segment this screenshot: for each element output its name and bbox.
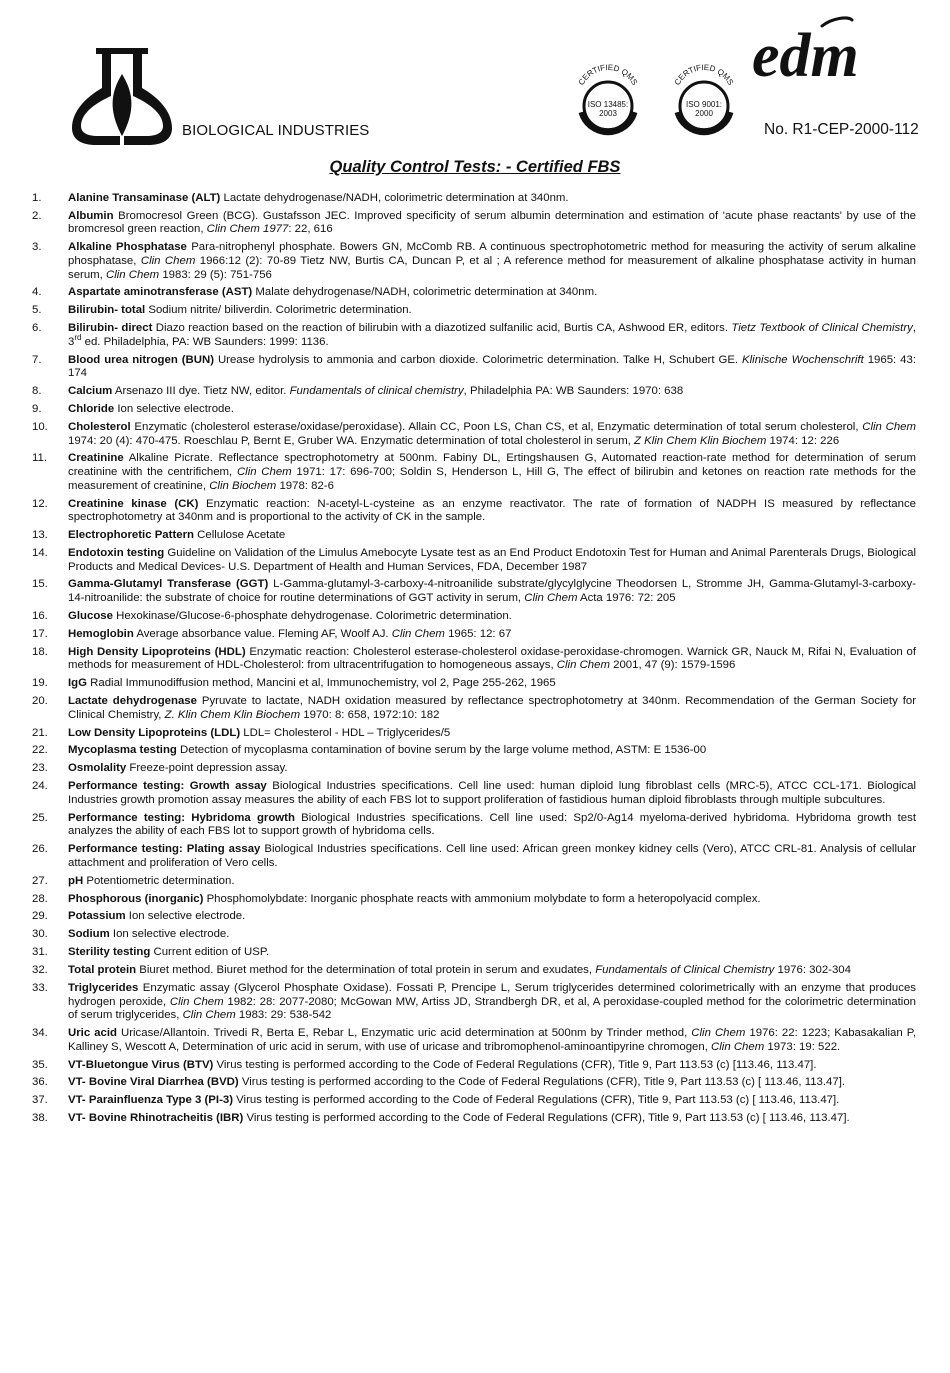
item-text: Ion selective electrode. — [109, 928, 230, 941]
citation-source: Fundamentals of clinical chemistry — [289, 385, 464, 398]
item-text: Biological Industries specifications. Cell line used: Sp2/0-Ag14 myeloma-derived hybridoma. Hybridoma growth test analyzes the ability of each FBS lot to support growth of hybridoma cells. — [68, 811, 916, 838]
test-name: Performance testing: Hybridoma growth — [68, 811, 295, 824]
test-name: Sodium — [68, 928, 110, 941]
item-number: 8. — [32, 385, 42, 398]
item-text: Uricase/Allantoin. Trivedi R, Berta E, Rebar L, Enzymatic uric acid determination at 500nm by Trinder method, — [116, 1027, 692, 1040]
citation-source: Clin Chem — [391, 627, 445, 640]
test-name: Albumin — [68, 209, 114, 222]
item-text: 1983: 29 (5): 751-756 — [159, 268, 272, 281]
item-text: , 3 — [68, 322, 916, 348]
list-item — [32, 964, 916, 978]
test-name: Triglycerides — [68, 982, 139, 994]
citation-source: Tietz Textbook of Clinical Chemistry — [731, 322, 913, 335]
list-item — [32, 762, 916, 776]
citation-source: Clin Chem — [711, 1040, 765, 1053]
item-text: Virus testing is performed according to the Code of Federal Regulations (CFR), Title 9, Part 113.53 (c) [ 113.46, 113.47]. — [233, 1094, 840, 1107]
test-name: Uric acid — [68, 1027, 117, 1040]
item-text: Para-nitrophenyl phosphate. Bowers GN, McComb RB. A continuous spectrophotometric method for measuring the activity of serum alkaline phosphatase, — [68, 241, 916, 267]
citation-source: Z Klin Chem Klin Biochem — [634, 434, 767, 447]
item-text: 1983: 29: 538-542 — [235, 1009, 332, 1022]
item-number: 21. — [32, 726, 48, 739]
test-name: IgG — [68, 677, 87, 690]
citation-source: Clin Chem — [140, 254, 196, 267]
item-number: 24. — [32, 780, 48, 793]
item-number: 19. — [32, 677, 48, 690]
item-number: 3. — [32, 241, 42, 254]
list-item — [32, 1094, 916, 1108]
test-name: Calcium — [68, 385, 113, 398]
test-name: High Density Lipoproteins (HDL) — [68, 645, 246, 658]
citation-source: Klinische Wochenschrift — [742, 353, 864, 366]
item-number: 23. — [32, 762, 48, 775]
test-name: Low Density Lipoproteins (LDL) — [68, 726, 241, 739]
item-text: 1974: 12: 226 — [766, 434, 840, 447]
list-item — [32, 677, 916, 691]
list-item — [32, 578, 916, 605]
item-text: Average absorbance value. Fleming AF, Woolf AJ. — [133, 627, 392, 640]
page-title: Quality Control Tests: - Certified FBS — [329, 158, 621, 176]
seal-year: 2003 — [599, 109, 617, 118]
list-item — [32, 928, 916, 942]
superscript: rd — [74, 333, 82, 343]
seal-standard: ISO 9001: — [685, 100, 723, 109]
test-name: Creatinine — [68, 452, 124, 465]
list-item — [32, 744, 916, 758]
item-text: 1974: 20 (4): 470-475. Roeschlau P, Bernt E, Gruber WA. Enzymatic determination of total cholesterol in serum, — [68, 434, 635, 447]
item-text: 1976: 22: 1223; Kabasakalian P, Kalliney S, Wescott A, Determination of uric acid in serum, with use of uricase and tribromophenol-aminoantipyrine chromogen, — [68, 1027, 917, 1053]
biological-industries-logo — [66, 44, 178, 148]
item-number: 2. — [32, 209, 42, 222]
list-item — [32, 875, 916, 889]
item-text: Potentiometric determination. — [83, 874, 235, 887]
item-number: 14. — [32, 546, 48, 559]
company-name: BIOLOGICAL INDUSTRIES — [182, 122, 370, 139]
test-name: Hemoglobin — [68, 627, 134, 640]
item-text: Cellulose Acetate — [193, 529, 286, 542]
citation-source: Clin Chem — [169, 995, 224, 1008]
item-text: 1982: 28: 2077-2080; McGowan MW, Artiss JD, Strandbergh DR, et al, A peroxidase-coupled method for the colorimetric determination of serum triglycerides, — [68, 995, 917, 1022]
list-item — [32, 286, 916, 300]
item-number: 26. — [32, 843, 48, 856]
item-text: : 22, 616 — [288, 223, 333, 236]
item-text: ed. Philadelphia, PA: WB Saunders: 1999: 1136. — [81, 335, 329, 348]
list-item — [32, 192, 916, 206]
item-text: Urease hydrolysis to ammonia and carbon dioxide. Colorimetric determination. Talke H, Schubert GE. — [214, 353, 743, 366]
citation-source: Clin Chem — [556, 659, 610, 672]
item-text: Enzymatic reaction: N-acetyl-L-cysteine as an enzyme reactivator. The rate of formation of NADPH IS measured by reflectance spectrophotometry at 340nm and is proportional to the activity of CK in the sample. — [68, 497, 916, 524]
item-text: Virus testing is performed according to the Code of Federal Regulations (CFR), Title 9, Part 113.53 (c) [ 113.46, 113.47]. — [243, 1112, 850, 1125]
item-text: Malate dehydrogenase/NADH, colorimetric determination at 340nm. — [252, 286, 598, 299]
test-name: VT-Bluetongue Virus (BTV) — [68, 1058, 214, 1071]
item-number: 10. — [32, 420, 48, 433]
list-item — [32, 421, 916, 448]
item-number: 12. — [32, 497, 48, 510]
item-number: 37. — [32, 1094, 48, 1107]
item-number: 35. — [32, 1058, 48, 1071]
quality-control-test-list — [32, 192, 916, 1130]
item-number: 22. — [32, 744, 48, 757]
citation-source: Fundamentals of Clinical Chemistry — [595, 964, 775, 977]
item-text: Biological Industries specifications. Cell line used: human diploid lung fibroblast cells (MRC-5), ATCC CCL-171. Biological Industries growth promotion assay measures the ability of each FBS lot to support proliferation of fastidious human diploid fibroblasts through multiple subcultures. — [68, 780, 916, 806]
list-item — [32, 210, 916, 237]
citation-source: Clin Chem — [524, 592, 578, 604]
item-number: 20. — [32, 695, 48, 708]
item-text: , Philadelphia PA: WB Saunders: 1970: 638 — [463, 385, 684, 398]
item-text: 1978: 82-6 — [276, 479, 334, 492]
list-item — [32, 354, 916, 381]
seal-year: 2000 — [695, 109, 713, 118]
list-item — [32, 982, 916, 1023]
test-name: Chloride — [68, 403, 115, 416]
item-number: 25. — [32, 811, 48, 824]
item-text: 2001, 47 (9): 1579-1596 — [609, 659, 736, 672]
item-text: L-Gamma-glutamyl-3-carboxy-4-nitroanilide substrate/glycylglycine Theodorsen L, Stromme JH, Gamma-Glutamyl-3-carboxy-14-nitroanilide: the substrate of choice for routine determinations of GGT activity in serum, — [68, 578, 916, 604]
iso-9001-certification-seal — [664, 62, 744, 142]
item-number: 32. — [32, 964, 48, 977]
item-text: Phosphomolybdate: Inorganic phosphate reacts with ammonium molybdate to form a heteropolyacid complex. — [203, 892, 761, 905]
list-item — [32, 628, 916, 642]
list-item — [32, 403, 916, 417]
item-text: Guideline on Validation of the Limulus Amebocyte Lysate test as an End Product Endotoxin Test for Human and Animal Parenterals Drugs, Biological Products and Medical Devices- U.S. Department of Health and Human Services, FDA, December 1987 — [68, 546, 916, 573]
list-item — [32, 1027, 916, 1054]
test-name: Electrophoretic Pattern — [68, 529, 194, 542]
list-item — [32, 304, 916, 318]
item-text: Arsenazo III dye. Tietz NW, editor. — [112, 385, 290, 398]
item-text: Freeze-point depression assay. — [126, 762, 288, 775]
edm-logo — [752, 14, 934, 94]
list-item — [32, 946, 916, 960]
item-number: 4. — [32, 286, 42, 299]
item-number: 11. — [32, 452, 47, 465]
item-number: 29. — [32, 910, 48, 923]
list-item — [32, 385, 916, 399]
test-name: Creatinine kinase (CK) — [68, 497, 199, 510]
item-text: LDL= Cholesterol - HDL – Triglycerides/5 — [240, 726, 451, 739]
item-text: Biuret method. Biuret method for the determination of total protein in serum and exudates, — [136, 964, 596, 977]
item-number: 1. — [32, 192, 42, 204]
item-text: Detection of mycoplasma contamination of bovine serum by the large volume method, ASTM: E 1536-00 — [176, 744, 707, 757]
list-item — [32, 843, 916, 870]
list-item — [32, 646, 916, 673]
item-number: 31. — [32, 946, 48, 959]
citation-source: Clin Chem — [105, 268, 160, 281]
list-item — [32, 1112, 916, 1126]
item-text: 1971: 17: 696-700; Soldin S, Henderson L, Hill G, The effect of bilirubin and ketones on reaction rate methods for the measurement of creatinine, — [68, 466, 916, 492]
test-name: Performance testing: Growth assay — [68, 780, 267, 793]
test-name: VT- Bovine Rhinotracheitis (IBR) — [68, 1112, 244, 1125]
item-number: 33. — [32, 982, 48, 994]
list-item — [32, 1076, 916, 1090]
item-number: 36. — [32, 1076, 48, 1089]
item-text: 1970: 8: 658, 1972:10: 182 — [300, 708, 440, 721]
item-text: 1973: 19: 522. — [764, 1040, 841, 1053]
item-text: Radial Immunodiffusion method, Mancini et al, Immunochemistry, vol 2, Page 255-262, 1965 — [86, 677, 556, 690]
item-number: 27. — [32, 874, 48, 887]
citation-source: Clin Chem — [236, 466, 292, 479]
list-item — [32, 241, 916, 282]
item-text: Virus testing is performed according to the Code of Federal Regulations (CFR), Title 9, Part 113.53 (c) [ 113.46, 113.47]. — [238, 1076, 846, 1089]
test-name: Potassium — [68, 910, 126, 923]
item-text: Biological Industries specifications. Cell line used: African green monkey kidney cells (Vero), ATCC CRL-81. Analysis of cellular attachment and proliferation of Vero cells. — [68, 843, 916, 869]
list-item — [32, 780, 916, 807]
citation-source: Clin Chem — [691, 1027, 746, 1040]
list-item — [32, 498, 916, 525]
item-text: Lactate dehydrogenase/NADH, colorimetric determination at 340nm. — [220, 192, 569, 204]
test-name: Lactate dehydrogenase — [68, 695, 197, 708]
item-text: 1965: 12: 67 — [444, 627, 512, 640]
list-item — [32, 812, 916, 839]
item-number: 7. — [32, 353, 42, 366]
item-text: Pyruvate to lactate, NADH oxidation measured by reflectance spectrophotometry at 340nm. Recommendation of the German Society for Clinical Chemistry, — [68, 695, 916, 721]
item-text: 1965: 43: 174 — [68, 353, 916, 380]
item-number: 30. — [32, 928, 48, 941]
test-name: VT- Bovine Viral Diarrhea (BVD) — [68, 1076, 239, 1089]
test-name: Aspartate aminotransferase (AST) — [68, 286, 253, 299]
list-item — [32, 727, 916, 741]
list-item — [32, 910, 916, 924]
item-text: Ion selective electrode. — [114, 403, 234, 416]
test-name: Total protein — [68, 964, 137, 977]
test-name: Phosphorous (inorganic) — [68, 892, 204, 905]
test-name: Alkaline Phosphatase — [68, 241, 187, 254]
item-text: Enzymatic reaction: Cholesterol esterase-cholesterol oxidase-peroxidase-chromogen. Warnick GR, Nauck M, Rifai N, Evaluation of methods for measurement of HDL-Cholesterol: from ultracentrifugation to homogeneous assays, — [68, 645, 916, 672]
edm-wordmark: edm — [752, 22, 859, 90]
test-name: Endotoxin testing — [68, 546, 165, 559]
document-number: No. R1-CEP-2000-112 — [764, 121, 919, 138]
list-item — [32, 322, 916, 349]
item-number: 38. — [32, 1112, 48, 1125]
item-text: Enzymatic assay (Glycerol Phosphate Oxidase). Fossati P, Prencipe L, Serum triglycerides determined colorimetrically with an enzyme that produces hydrogen peroxide, — [68, 982, 916, 1008]
test-name: Osmolality — [68, 762, 127, 775]
citation-source: Clin Chem 1977 — [206, 223, 289, 236]
item-text: Bromocresol Green (BCG). Gustafsson JEC. Improved specificity of serum albumin determination and estimation of 'acute phase reactants' by use of the bromcresol green reaction, — [68, 209, 916, 236]
item-text: Acta 1976: 72: 205 — [577, 592, 676, 604]
test-name: Glucose — [68, 609, 113, 622]
list-item — [32, 893, 916, 907]
item-number: 16. — [32, 609, 48, 622]
test-name: Bilirubin- direct — [68, 322, 153, 335]
item-text: Current edition of USP. — [150, 946, 270, 959]
test-name: Performance testing: Plating assay — [68, 843, 261, 856]
list-item — [32, 1059, 916, 1073]
item-text: 1976: 302-304 — [774, 964, 851, 977]
citation-source: Clin Chem — [182, 1009, 236, 1022]
seal-standard: ISO 13485: — [587, 100, 629, 109]
test-name: VT- Parainfluenza Type 3 (PI-3) — [68, 1094, 233, 1107]
item-number: 28. — [32, 892, 48, 905]
test-name: Alanine Transaminase (ALT) — [68, 192, 221, 204]
item-number: 9. — [32, 403, 42, 416]
item-text: Virus testing is performed according to the Code of Federal Regulations (CFR), Title 9, Part 113.53 (c) [113.46, 113.47]. — [213, 1058, 817, 1071]
item-text: 1966:12 (2): 70-89 Tietz NW, Burtis CA, Duncan P, et al ; A reference method for measurement of alkaline phosphatase activity in human serum, — [68, 254, 916, 281]
list-item — [32, 610, 916, 624]
item-text: Diazo reaction based on the reaction of bilirubin with a diazotized sulfanilic acid, Burtis CA, Ashwood ER, editors. — [152, 322, 732, 335]
item-number: 34. — [32, 1027, 48, 1040]
test-name: Bilirubin- total — [68, 304, 146, 317]
item-number: 13. — [32, 529, 48, 542]
item-number: 18. — [32, 645, 48, 658]
test-name: Blood urea nitrogen (BUN) — [68, 353, 214, 366]
test-name: Cholesterol — [68, 420, 131, 433]
iso-13485-certification-seal — [568, 62, 648, 142]
list-item — [32, 452, 916, 493]
seal-ring-text: CERTIFIED QMS — [576, 62, 640, 87]
citation-source: Clin Chem — [862, 420, 917, 433]
seal-ring-text: CERTIFIED QMS — [672, 62, 736, 87]
item-text: Alkaline Picrate. Reflectance spectrophotometry at 500nm. Fabiny DL, Ertingshausen G, Automated reaction-rate method for determination of serum creatinine with the centrifichem, — [68, 452, 916, 479]
item-text: Sodium nitrite/ biliverdin. Colorimetric determination. — [145, 304, 412, 317]
list-item — [32, 529, 916, 543]
item-text: Ion selective electrode. — [125, 910, 246, 923]
item-text: Hexokinase/Glucose-6-phosphate dehydrogenase. Colorimetric determination. — [112, 609, 512, 622]
list-item — [32, 695, 916, 722]
citation-source: Z. Klin Chem Klin Biochem — [164, 708, 301, 721]
test-name: Mycoplasma testing — [68, 744, 177, 757]
list-item — [32, 547, 916, 574]
item-number: 5. — [32, 304, 42, 317]
item-text: Enzymatic (cholesterol esterase/oxidase/peroxidase). Allain CC, Poon LS, Chan CS, et al, Enzymatic determination of total serum cholesterol, — [130, 420, 863, 433]
test-name: pH — [68, 874, 84, 887]
item-number: 17. — [32, 627, 48, 640]
item-number: 15. — [32, 578, 48, 591]
test-name: Sterility testing — [68, 946, 151, 959]
citation-source: Clin Biochem — [209, 479, 277, 492]
test-name: Gamma-Glutamyl Transferase (GGT) — [68, 578, 269, 591]
item-number: 6. — [32, 322, 42, 335]
